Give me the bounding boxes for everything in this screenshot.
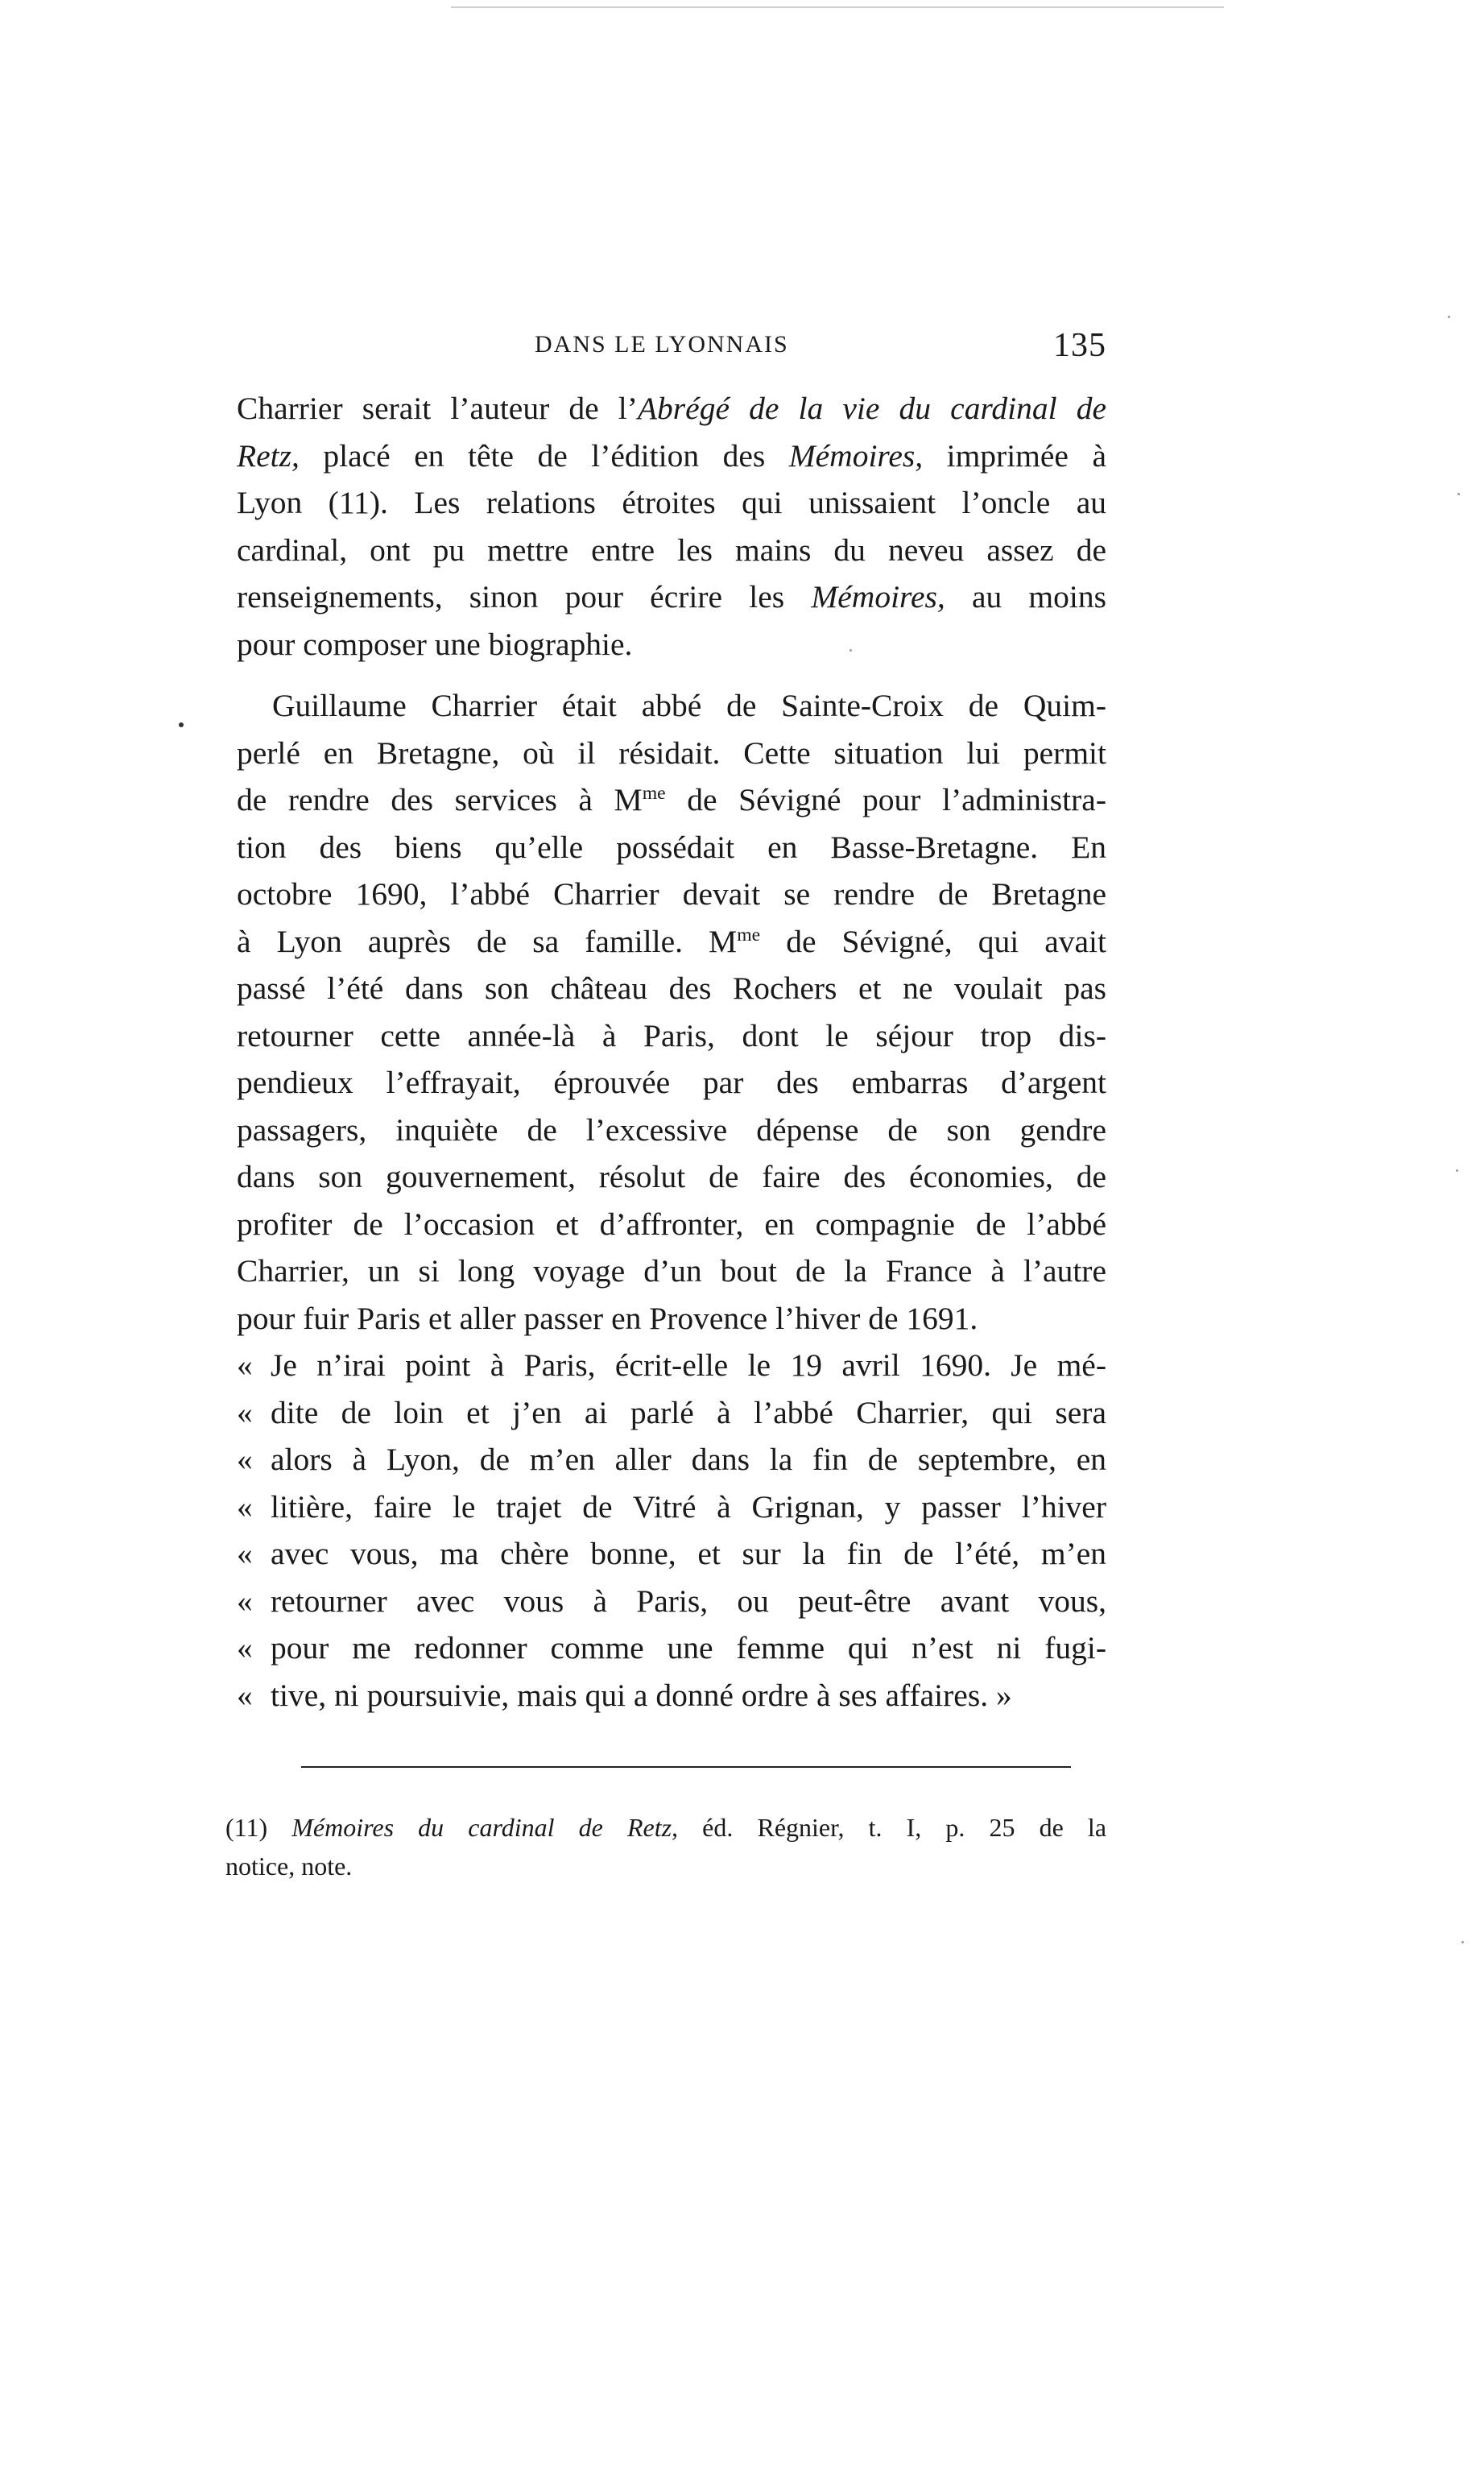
text-line — [237, 573, 1106, 621]
text-line — [237, 871, 1106, 918]
text-run: placé en tête de l’édition des — [299, 437, 789, 474]
text-run: perlé en Bretagne, où il résidait. Cette situation lui permit — [237, 734, 1106, 771]
text-run: imprimée à — [923, 437, 1106, 474]
text-line — [237, 776, 1106, 824]
text-run: Guillaume Charrier était abbé de Sainte-Croix de Quim- — [272, 688, 1106, 723]
quote-text: Je n’irai point à Paris, écrit-elle le 19 avril 1690. Je mé- — [271, 1347, 1106, 1383]
quote-line — [237, 1389, 1106, 1437]
text-run: au moins — [945, 579, 1106, 614]
paper-speck — [1456, 1169, 1458, 1172]
text-line — [237, 730, 1106, 777]
text-line — [237, 1153, 1106, 1201]
text-run: renseignements, sinon pour écrire les — [237, 579, 812, 614]
quote-line — [237, 1530, 1106, 1578]
text-run: passagers, inquiète de l’excessive dépense de son gendre — [237, 1111, 1106, 1148]
text-line — [237, 918, 1106, 966]
footnote-line — [225, 1847, 1106, 1885]
text-run: à Lyon auprès de sa famille. M — [237, 923, 738, 959]
quote-text: litière, faire le trajet de Vitré à Grignan, y passer l’hiver — [271, 1488, 1106, 1525]
text-run: pendieux l’effrayait, éprouvée par des embarras d’argent — [237, 1065, 1106, 1100]
text-run: cardinal, ont pu mettre entre les mains du neveu assez de — [237, 532, 1106, 568]
quote-line — [237, 1624, 1106, 1672]
page-number: 135 — [1053, 327, 1106, 364]
text-line — [237, 1012, 1106, 1060]
footnote-separator-gap — [237, 1766, 301, 1768]
text-line — [237, 1201, 1106, 1248]
text-run: Lyon (11). Les relations étroites qui unissaient l’oncle au — [237, 485, 1106, 520]
quote-text: avec vous, ma chère bonne, et sur la fin de l’été, m’en — [271, 1536, 1106, 1571]
text-run: retourner cette année-là à Paris, dont le séjour trop dis- — [237, 1017, 1106, 1053]
quote-mark: « — [237, 1347, 253, 1383]
text-line — [237, 965, 1106, 1012]
italic-text: Retz, — [237, 437, 300, 474]
quote-line — [237, 1342, 1106, 1389]
text-line — [237, 1107, 1106, 1154]
text-line — [237, 432, 1106, 480]
paper-speck — [1457, 493, 1460, 495]
text-run: éd. Régnier, t. I, p. 25 de la — [678, 1813, 1107, 1842]
paper-speck — [1461, 1941, 1464, 1943]
text-run: de rendre des services à M — [237, 782, 643, 817]
text-run: passé l’été dans son château des Rochers et ne voulait pas — [237, 970, 1106, 1006]
text-line — [237, 682, 1106, 730]
quote-line — [237, 1436, 1106, 1483]
text-run: pour fuir Paris et aller passer en Provence l’hiver de 1691. — [237, 1300, 978, 1336]
text-run: (11) — [225, 1813, 292, 1842]
italic-text: Mémoires du cardinal de Retz, — [291, 1813, 679, 1842]
text-line — [237, 621, 1106, 668]
text-line — [237, 1248, 1106, 1295]
text-line — [237, 1295, 1106, 1343]
text-run: dans son gouvernement, résolut de faire des économies, de — [237, 1159, 1106, 1194]
quote-text: retourner avec vous à Paris, ou peut-être avant vous, — [271, 1583, 1106, 1619]
text-run: pour composer une biographie. — [237, 626, 633, 662]
quote-mark: « — [237, 1677, 253, 1713]
quote-text: pour me redonner comme une femme qui n’est ni fugi- — [271, 1630, 1106, 1665]
superscript: me — [737, 924, 761, 946]
quote-line — [237, 1483, 1106, 1531]
quote-mark: « — [237, 1536, 253, 1571]
text-line — [237, 479, 1106, 527]
text-run: profiter de l’occasion et d’affronter, en compagnie de l’abbé — [237, 1206, 1106, 1242]
page-header — [237, 326, 1106, 374]
quote-line — [237, 1578, 1106, 1625]
body-text — [237, 385, 1106, 1719]
running-head: DANS LE LYONNAIS — [535, 331, 789, 358]
superscript: me — [642, 782, 666, 804]
paragraph — [237, 682, 1106, 1719]
italic-text: Abrégé de la vie du cardinal de — [637, 391, 1106, 426]
footnote-line — [225, 1808, 1106, 1847]
quote-mark: « — [237, 1630, 253, 1665]
text-run: de Sévigné pour l’administra- — [665, 782, 1106, 817]
text-line — [237, 385, 1106, 432]
text-run: octobre 1690, l’abbé Charrier devait se rendre de Bretagne — [237, 876, 1106, 912]
quote-line — [237, 1672, 1106, 1719]
quote-mark: « — [237, 1394, 253, 1430]
footnote — [225, 1808, 1106, 1885]
quote-mark: « — [237, 1583, 253, 1619]
text-line — [237, 527, 1106, 574]
quote-text: dite de loin et j’en ai parlé à l’abbé Charrier, qui sera — [271, 1394, 1106, 1430]
quote-text: alors à Lyon, de m’en aller dans la fin de septembre, en — [271, 1442, 1106, 1477]
paper-speck — [849, 649, 852, 652]
scan-edge-line — [451, 6, 1224, 8]
text-run: de Sévigné, qui avait — [760, 923, 1106, 959]
italic-text: Mémoires, — [788, 437, 924, 474]
text-run: notice, note. — [225, 1852, 353, 1881]
quote-mark: « — [237, 1488, 253, 1525]
paper-speck — [1448, 316, 1450, 318]
margin-mark — [179, 722, 184, 727]
quote-text: tive, ni poursuivie, mais qui a donné ordre à ses affaires. » — [271, 1677, 1012, 1713]
italic-text: Mémoires, — [811, 579, 945, 614]
quote-mark: « — [237, 1442, 253, 1477]
text-run: tion des biens qu’elle possédait en Basse-Bretagne. En — [237, 829, 1106, 865]
text-line — [237, 1059, 1106, 1107]
text-run: Charrier, un si long voyage d’un bout de la France à l’autre — [237, 1253, 1106, 1289]
paragraph — [237, 385, 1106, 668]
text-line — [237, 824, 1106, 871]
footnote-separator — [237, 1766, 1071, 1768]
text-run: Charrier serait l’auteur de l’ — [237, 391, 638, 426]
